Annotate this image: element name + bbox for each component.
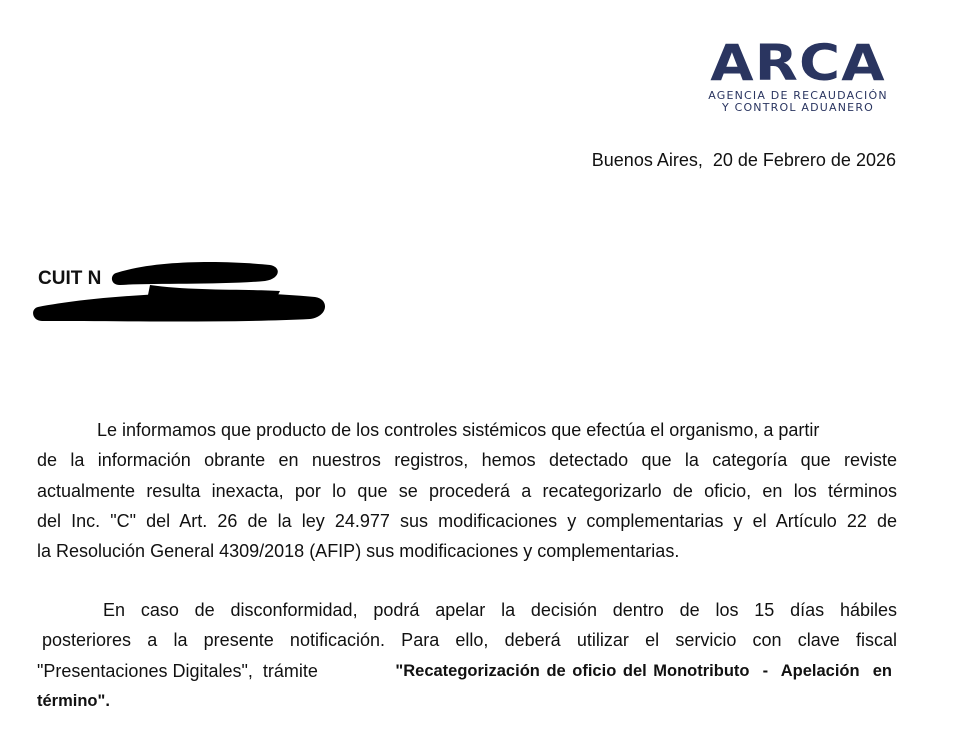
logo-wordmark: ARCA — [710, 34, 886, 92]
paragraph1-line1: Le informamos que producto de los controles sistémicos que efectúa el organismo, a partir — [97, 420, 820, 440]
redaction-scribble — [30, 255, 330, 327]
arca-logo — [692, 34, 904, 114]
paragraph2-line2: posteriores a la presente notificación. Para ello, deberá utilizar el servicio con clave fiscal — [42, 630, 897, 651]
logo-subtitle-line1: AGENCIA DE RECAUDACIÓN — [708, 89, 888, 102]
paragraph-notification — [37, 415, 897, 566]
paragraph2-line3 — [37, 656, 892, 686]
paragraph-appeal — [37, 595, 897, 716]
date-line: Buenos Aires, 20 de Febrero de 2026 — [591, 150, 896, 170]
paragraph2-line1: En caso de disconformidad, podrá apelar la decisión dentro de los 15 días hábiles — [103, 600, 897, 620]
paragraph1-line3: actualmente resulta inexacta, por lo que se procederá a recategorizarlo de oficio, en los términos — [37, 480, 897, 501]
paragraph1-line5: la Resolución General 4309/2018 (AFIP) sus modificaciones y complementarias. — [37, 541, 680, 562]
paragraph2-line3-normal: "Presentaciones Digitales", trámite — [37, 660, 323, 681]
paragraph1-line4: del Inc. "C" del Art. 26 de la ley 24.977 sus modificaciones y complementarias y el Artículo 22 de — [37, 510, 897, 531]
paragraph2-line4: término". — [37, 691, 110, 710]
paragraph1-line2: de la información obrante en nuestros registros, hemos detectado que la categoría que reviste — [37, 450, 897, 471]
logo-subtitle-line2: Y CONTROL ADUANERO — [721, 101, 875, 114]
cuit-label: CUIT N — [38, 268, 102, 289]
paragraph2-line3-bold: "Recategorización de oficio del Monotributo - Apelación en — [395, 661, 892, 680]
